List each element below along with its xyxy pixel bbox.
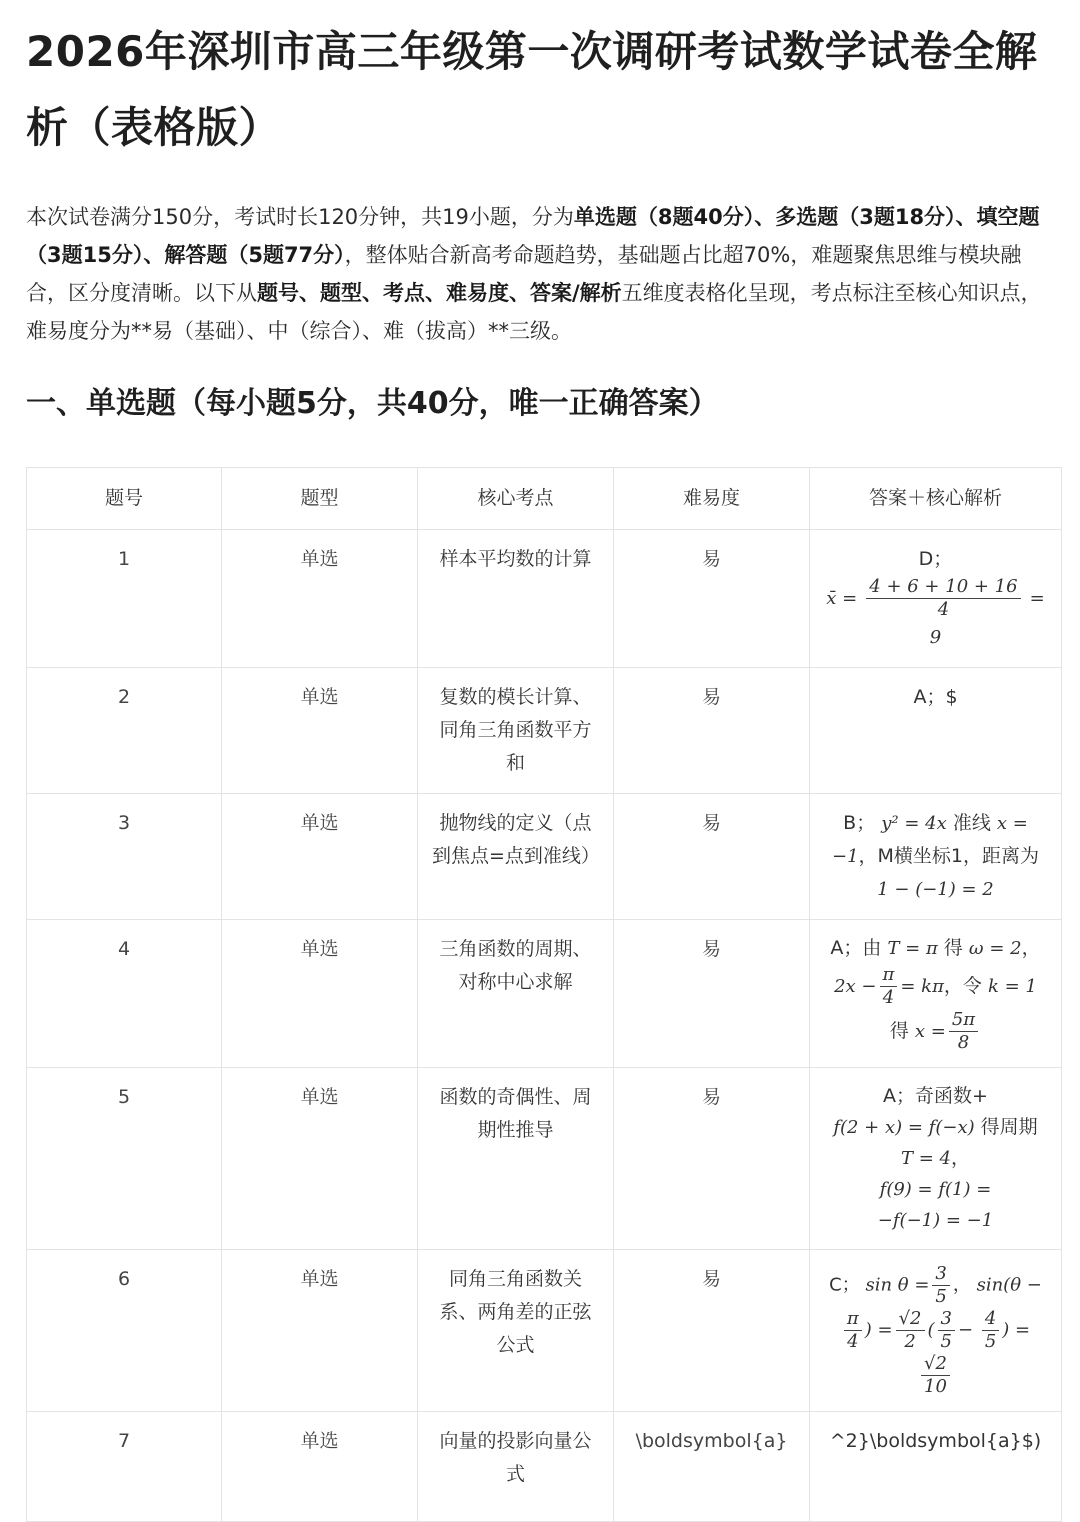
fraction-denominator: 8 (957, 1032, 970, 1053)
fraction-denominator: 5 (940, 1331, 952, 1352)
table-row (27, 1412, 1062, 1522)
fraction-denominator: 5 (984, 1331, 997, 1352)
fraction-numerator: 4 (982, 1308, 999, 1331)
math-expr: y² = 4x (881, 813, 947, 834)
fraction-numerator: 3 (932, 1263, 949, 1286)
math-fraction (896, 1308, 925, 1353)
cell-type: 单选 (222, 1068, 418, 1250)
math-expr: ( (927, 1319, 935, 1341)
intro-bold-2: 题号、题型、考点、难易度、答案/解析 (257, 281, 622, 305)
math-expr: x = (914, 1021, 946, 1042)
intro-text-1: 本次试卷满分150分，考试时长120分钟，共19小题，分为 (26, 205, 574, 229)
math-fraction (932, 1263, 949, 1308)
fraction-denominator: 4 (882, 987, 895, 1008)
fraction-denominator: 2 (904, 1331, 916, 1352)
answer-text: D； (918, 548, 953, 570)
cell-type: 单选 (222, 668, 418, 794)
cell-number: 7 (27, 1412, 222, 1522)
fraction-denominator: 5 (935, 1286, 947, 1307)
cell-topic: 同角三角函数关系、两角差的正弦公式 (418, 1250, 614, 1412)
math-fraction (921, 1353, 950, 1398)
header-number: 题号 (27, 468, 222, 530)
section-heading: 一、单选题（每小题5分，共40分，唯一正确答案） (26, 386, 719, 421)
cell-difficulty: 易 (614, 1250, 810, 1412)
cell-type: 单选 (222, 1250, 418, 1412)
intro-text-2: ，整体贴合新高考命题趋势，基础题占比超70%，难题聚焦思维与模块融合，区分度清晰。以下从 (26, 243, 1022, 305)
intro-text-3: 五维度表格化呈现，考点标注至核心知识点，难易度分为**易（基础）、中（综合）、难（拔高）**三级。 (26, 281, 1042, 343)
math-expr: x̄ = (826, 588, 858, 609)
answer-text: 得 (943, 937, 963, 959)
cell-type: 单选 (222, 794, 418, 920)
math-expr: 2x − (834, 976, 877, 997)
math-fraction (938, 1308, 955, 1353)
math-expr: ω = 2 (968, 938, 1022, 959)
fraction-numerator: π (880, 964, 898, 987)
fraction-denominator: 4 (937, 599, 950, 620)
math-expr: f(9) = f(1) = (879, 1179, 992, 1200)
cell-answer (810, 920, 1062, 1068)
cell-topic: 复数的模长计算、同角三角函数平方和 (418, 668, 614, 794)
math-expr: ) = (1002, 1319, 1031, 1341)
header-type: 题型 (222, 468, 418, 530)
intro-paragraph (26, 198, 1056, 350)
answer-text: A；由 (830, 937, 882, 959)
cell-type: 单选 (222, 1412, 418, 1522)
fraction-numerator: 5π (949, 1009, 978, 1032)
header-topic: 核心考点 (418, 468, 614, 530)
cell-topic: 函数的奇偶性、周期性推导 (418, 1068, 614, 1250)
math-expr: T = 4 (901, 1148, 951, 1169)
cell-difficulty: 易 (614, 1068, 810, 1250)
math-expr: − (957, 1319, 974, 1341)
cell-difficulty: 易 (614, 794, 810, 920)
table-row (27, 920, 1062, 1068)
cell-number: 6 (27, 1250, 222, 1412)
math-fraction (982, 1308, 999, 1353)
math-fraction (880, 964, 898, 1009)
math-expr: f(2 + x) = f(−x) (833, 1117, 975, 1138)
fraction-denominator: 10 (924, 1376, 947, 1397)
answer-text: 得 (889, 1020, 909, 1042)
answer-text: ， (1021, 937, 1041, 959)
math-fraction (844, 1308, 862, 1353)
cell-topic: 抛物线的定义（点到焦点=点到准线） (418, 794, 614, 920)
cell-difficulty: 易 (614, 668, 810, 794)
answer-text: ， (950, 1147, 970, 1169)
cell-number: 3 (27, 794, 222, 920)
questions-table (26, 467, 1062, 1522)
intro-bold-1: 单选题（8题40分）、多选题（3题18分）、填空题（3题15分）、解答题（5题77分） (26, 205, 1040, 267)
math-expr: ) = (864, 1319, 893, 1341)
math-fraction (866, 576, 1020, 621)
math-expr: sin θ = (865, 1274, 930, 1296)
answer-text: ，M横坐标1，距离为 (858, 845, 1040, 867)
fraction-numerator: 3 (938, 1308, 955, 1331)
cell-topic: 三角函数的周期、对称中心求解 (418, 920, 614, 1068)
cell-answer (810, 794, 1062, 920)
cell-answer (810, 1068, 1062, 1250)
math-expr: −f(−1) = −1 (877, 1210, 994, 1231)
fraction-numerator: π (844, 1308, 862, 1331)
fraction-numerator: 4 + 6 + 10 + 16 (866, 576, 1020, 599)
math-expr: 1 − (−1) = 2 (877, 879, 994, 900)
table-row (27, 1068, 1062, 1250)
cell-topic: 样本平均数的计算 (418, 530, 614, 668)
table-header-row (27, 468, 1062, 530)
math-expr: = 9 (929, 588, 1045, 648)
cell-difficulty: 易 (614, 530, 810, 668)
cell-answer (810, 1250, 1062, 1412)
cell-answer (810, 530, 1062, 668)
table-row (27, 794, 1062, 920)
answer-text: B； (843, 812, 876, 834)
cell-type: 单选 (222, 920, 418, 1068)
math-expr: x = −1 (831, 813, 1028, 867)
cell-number: 4 (27, 920, 222, 1068)
answer-text: ，令 (943, 975, 982, 997)
cell-difficulty: \boldsymbol{a} (614, 1412, 810, 1522)
cell-answer: A；$ (810, 668, 1062, 794)
cell-type: 单选 (222, 530, 418, 668)
math-expr: k = 1 (987, 976, 1037, 997)
header-difficulty: 难易度 (614, 468, 810, 530)
table-row (27, 530, 1062, 668)
fraction-denominator: 4 (847, 1331, 859, 1352)
table-row (27, 668, 1062, 794)
answer-text: 得周期 (980, 1116, 1038, 1138)
table-row (27, 1250, 1062, 1412)
math-expr: T = π (887, 938, 938, 959)
cell-number: 1 (27, 530, 222, 668)
cell-number: 2 (27, 668, 222, 794)
cell-answer: ^2}\boldsymbol{a}$) (810, 1412, 1062, 1522)
cell-topic: 向量的投影向量公式 (418, 1412, 614, 1522)
fraction-numerator: √2 (896, 1308, 925, 1331)
answer-text: C； (829, 1274, 860, 1296)
cell-difficulty: 易 (614, 920, 810, 1068)
answer-text: 准线 (952, 812, 991, 834)
header-answer: 答案＋核心解析 (810, 468, 1062, 530)
math-expr: sin(θ − (976, 1274, 1042, 1296)
answer-text: A；奇函数+ (883, 1085, 988, 1107)
fraction-numerator: √2 (921, 1353, 950, 1376)
cell-number: 5 (27, 1068, 222, 1250)
math-fraction (949, 1009, 978, 1054)
answer-text: ， (952, 1274, 971, 1296)
math-expr: = kπ (900, 976, 944, 997)
document-title: 2026年深圳市高三年级第一次调研考试数学试卷全解析（表格版） (26, 27, 1038, 152)
